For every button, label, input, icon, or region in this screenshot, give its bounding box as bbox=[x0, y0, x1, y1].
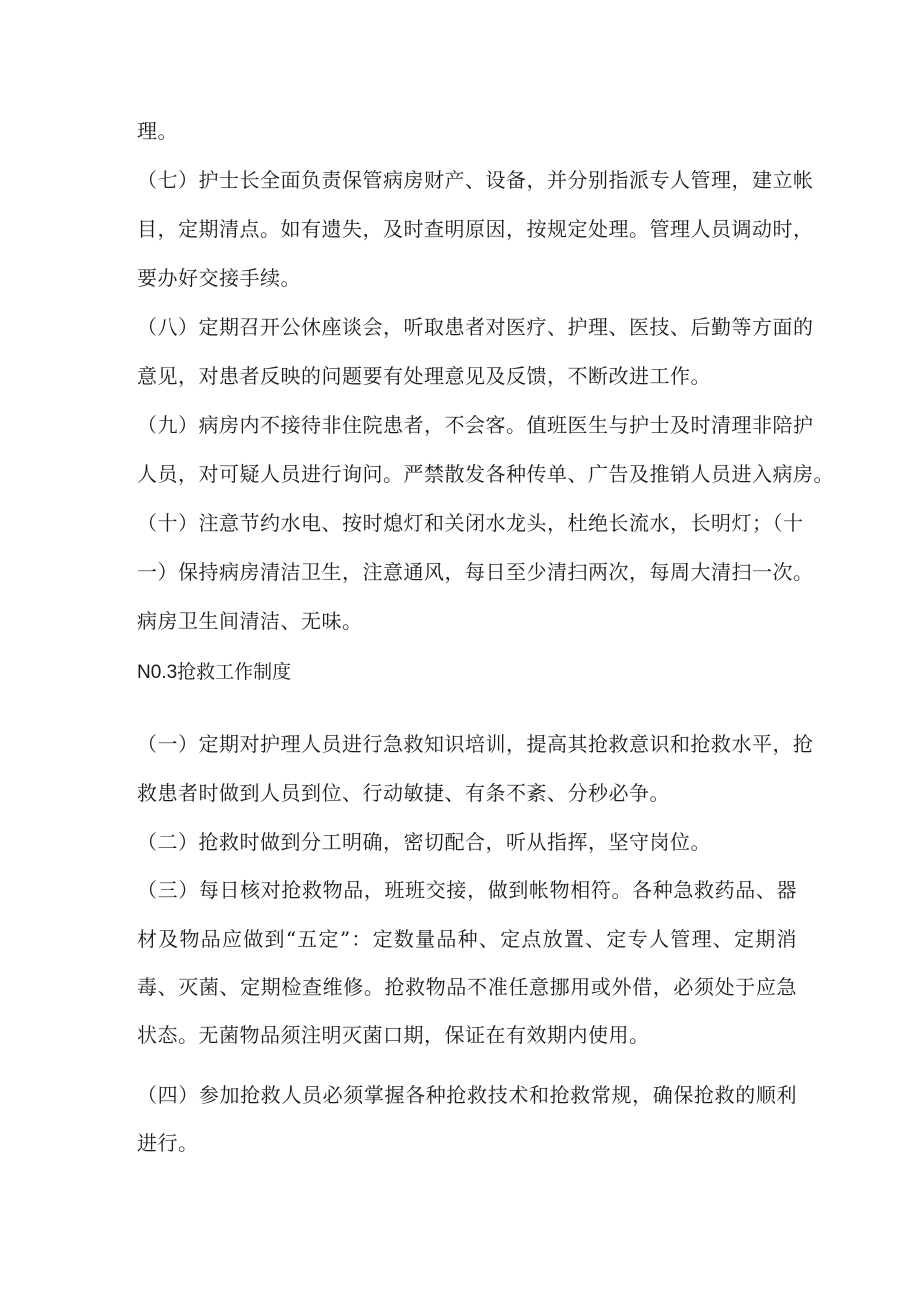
text-line: （四）参加抢救人员必须掌握各种抢救技术和抢救常规，确保抢救的顺利 bbox=[137, 1083, 797, 1107]
text-line: 目，定期清点。如有遗失，及时查明原因，按规定处理。管理人员调动时， bbox=[137, 217, 814, 241]
text-line: 一）保持病房清洁卫生，注意通风，每日至少清扫两次，每周大清扫一次。 bbox=[137, 560, 814, 584]
text-line: 救患者时做到人员到位、行动敏捷、有条不紊、分秒必争。 bbox=[137, 781, 670, 805]
text-line: 理。 bbox=[137, 119, 178, 143]
text-line: （八）定期召开公休座谈会，听取患者对医疗、护理、医技、后勤等方面的 bbox=[137, 315, 814, 339]
section-heading: N0.3抢救工作制度 bbox=[137, 662, 292, 683]
text-line: 状态。无菌物品须注明灭菌口期，保证在有效期内使用。 bbox=[137, 1023, 650, 1047]
text-line: 病房卫生间清洁、无味。 bbox=[137, 609, 363, 633]
text-line: （九）病房内不接待非住院患者，不会客。值班医生与护士及时清理非陪护 bbox=[137, 413, 814, 437]
text-line: 材及物品应做到“五定”：定数量品种、定点放置、定专人管理、定期消 bbox=[137, 927, 797, 951]
text-line: （七）护士长全面负责保管病房财产、设备，并分别指派专人管理，建立帐 bbox=[137, 168, 814, 192]
text-line: （三）每日核对抢救物品，班班交接，做到帐物相符。各种急救药品、器 bbox=[137, 878, 797, 902]
text-line: 毒、灭菌、定期检查维修。抢救物品不准任意挪用或外借，必须处于应急 bbox=[137, 975, 797, 999]
text-line: 意见，对患者反映的问题要有处理意见及反馈，不断改进工作。 bbox=[137, 364, 711, 388]
text-line: （一）定期对护理人员进行急救知识培训，提高其抢救意识和抢救水平，抢 bbox=[137, 732, 814, 756]
text-line: 人员，对可疑人员进行询问。严禁散发各种传单、广告及推销人员进入病房。 bbox=[137, 462, 834, 486]
text-line: （十）注意节约水电、按时熄灯和关闭水龙头，杜绝长流水，长明灯；（十 bbox=[137, 511, 804, 535]
text-line: 进行。 bbox=[137, 1131, 199, 1155]
text-line: （二）抢救时做到分工明确，密切配合，听从指挥，坚守岗位。 bbox=[137, 830, 711, 854]
text-line: 要办好交接手续。 bbox=[137, 266, 301, 290]
